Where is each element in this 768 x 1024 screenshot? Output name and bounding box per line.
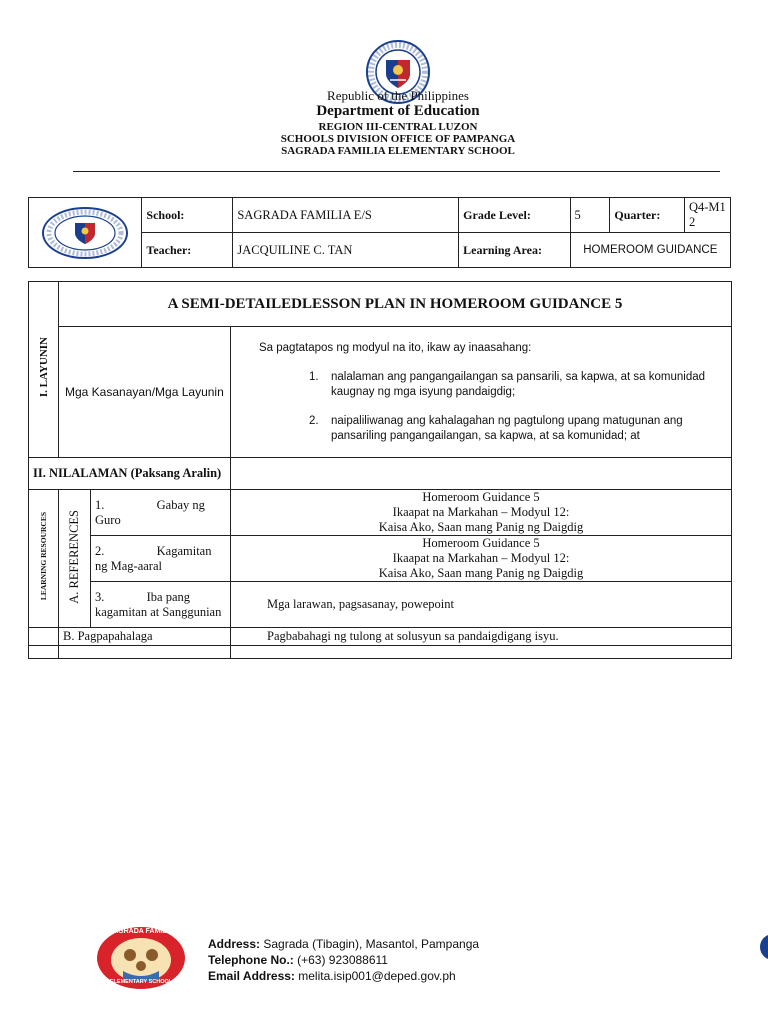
ref1-label-cell — [91, 490, 231, 536]
objective-item — [259, 414, 727, 444]
objective-item — [259, 370, 727, 400]
objective-text: naipaliliwanag ang kahalagahan ng pagtulong upang matugunan ang pansariling pangangailangan, sa kapwa, at sa komunidad; at — [331, 415, 683, 442]
empty-cell — [59, 646, 231, 659]
phone-value: (+63) 923088611 — [297, 953, 388, 967]
division-line: SCHOOLS DIVISION OFFICE OF PAMPANGA — [280, 133, 516, 145]
b-value: Pagbabahagi ng tulong at solusyun sa pandaigdigang isyu. — [231, 628, 732, 646]
empty-cell — [29, 646, 59, 659]
ref2-label: Kagamitan ng Mag-aaral — [95, 543, 212, 573]
info-table — [28, 197, 731, 268]
ref2-line: Kaisa Ako, Saan mang Panig ng Daigdig — [378, 566, 584, 580]
ref1-value-cell — [231, 490, 732, 536]
region-line: REGION III-CENTRAL LUZON — [318, 121, 478, 133]
quarter-value: Q4-M12 — [684, 198, 730, 233]
ref3-label: Iba pang kagamitan at Sanggunian — [95, 589, 222, 619]
plan-title: A SEMI-DETAILEDLESSON PLAN IN HOMEROOM GUIDANCE 5 — [59, 282, 732, 327]
ref3-value: Mga larawan, pagsasanay, powepoint — [231, 582, 732, 628]
ref2-line: Ikaapat na Markahan – Modyul 12: — [392, 551, 570, 565]
email-line — [208, 969, 456, 983]
school-line: SAGRADA FAMILIA ELEMENTARY SCHOOL — [281, 145, 515, 157]
header-divider — [73, 171, 720, 172]
section2-label: II. NILALAMAN (Paksang Aralin) — [29, 458, 231, 490]
ref2-number: 2. — [95, 543, 105, 558]
objective-number: 1. — [309, 371, 319, 383]
ref2-value-cell — [231, 536, 732, 582]
section2-value — [231, 458, 732, 490]
references-label: A. REFERENCES — [67, 509, 81, 604]
learning-area-value: HOMEROOM GUIDANCE — [570, 233, 730, 268]
grade-level-label: Grade Level: — [459, 198, 570, 233]
school-label: School: — [142, 198, 233, 233]
ref1-line: Kaisa Ako, Saan mang Panig ng Daigdig — [378, 520, 584, 534]
teacher-value: JACQUILINE C. TAN — [233, 233, 459, 268]
ref1-label: Gabay ng Guro — [95, 497, 205, 527]
objectives-cell — [231, 327, 732, 458]
empty-cell — [231, 646, 732, 659]
department-line: Department of Education — [316, 103, 480, 119]
section1-side-cell — [29, 282, 59, 458]
section1-label: I. LAYUNIN — [37, 337, 50, 398]
sagrada-familia-logo — [95, 925, 187, 991]
logo-sub-text: ELEMENTARY SCHOOL — [109, 979, 173, 985]
email-value: melita.isip001@deped.gov.ph — [298, 969, 456, 983]
references-cell — [59, 490, 91, 628]
objectives-label: Mga Kasanayan/Mga Layunin — [59, 327, 231, 458]
email-label: Email Address: — [208, 969, 295, 983]
phone-line — [208, 953, 388, 967]
grade-level-value: 5 — [570, 198, 610, 233]
ref2-label-cell — [91, 536, 231, 582]
objectives-intro: Sa pagtatapos ng modyul na ito, ikaw ay inaasahang: — [259, 342, 532, 354]
objective-number: 2. — [309, 415, 319, 427]
info-logo-cell — [29, 198, 142, 268]
ref1-line: Homeroom Guidance 5 — [422, 490, 540, 504]
ref1-number: 1. — [95, 497, 105, 512]
phone-label: Telephone No.: — [208, 953, 294, 967]
partial-logo-edge-icon — [760, 934, 768, 960]
ref3-number: 3. — [95, 589, 105, 604]
learning-area-label: Learning Area: — [459, 233, 570, 268]
ref1-line: Ikaapat na Markahan – Modyul 12: — [392, 505, 570, 519]
address-value: Sagrada (Tibagin), Masantol, Pampanga — [263, 937, 480, 951]
objective-text: nalalaman ang pangangailangan sa pansarili, sa kapwa, at sa komunidad kaugnay ng mga isyung pandaigdig; — [331, 371, 706, 398]
ref2-line: Homeroom Guidance 5 — [422, 536, 540, 550]
address-label: Address: — [208, 937, 261, 951]
address-line — [208, 937, 479, 951]
b-side-cell — [29, 628, 59, 646]
b-label: B. Pagpapahalaga — [59, 628, 231, 646]
ref3-label-cell — [91, 582, 231, 628]
quarter-label: Quarter: — [610, 198, 685, 233]
learning-resources-label: LEARNING RESOURCES — [39, 512, 48, 601]
logo-text: SAGRADA FAMILIA — [108, 928, 174, 935]
republic-line: Republic of the Philippines — [327, 88, 469, 103]
lesson-plan-table — [28, 281, 732, 659]
teacher-label: Teacher: — [142, 233, 233, 268]
deped-seal-small-icon — [29, 206, 141, 260]
school-value: SAGRADA FAMILIA E/S — [233, 198, 459, 233]
learning-resources-cell — [29, 490, 59, 628]
